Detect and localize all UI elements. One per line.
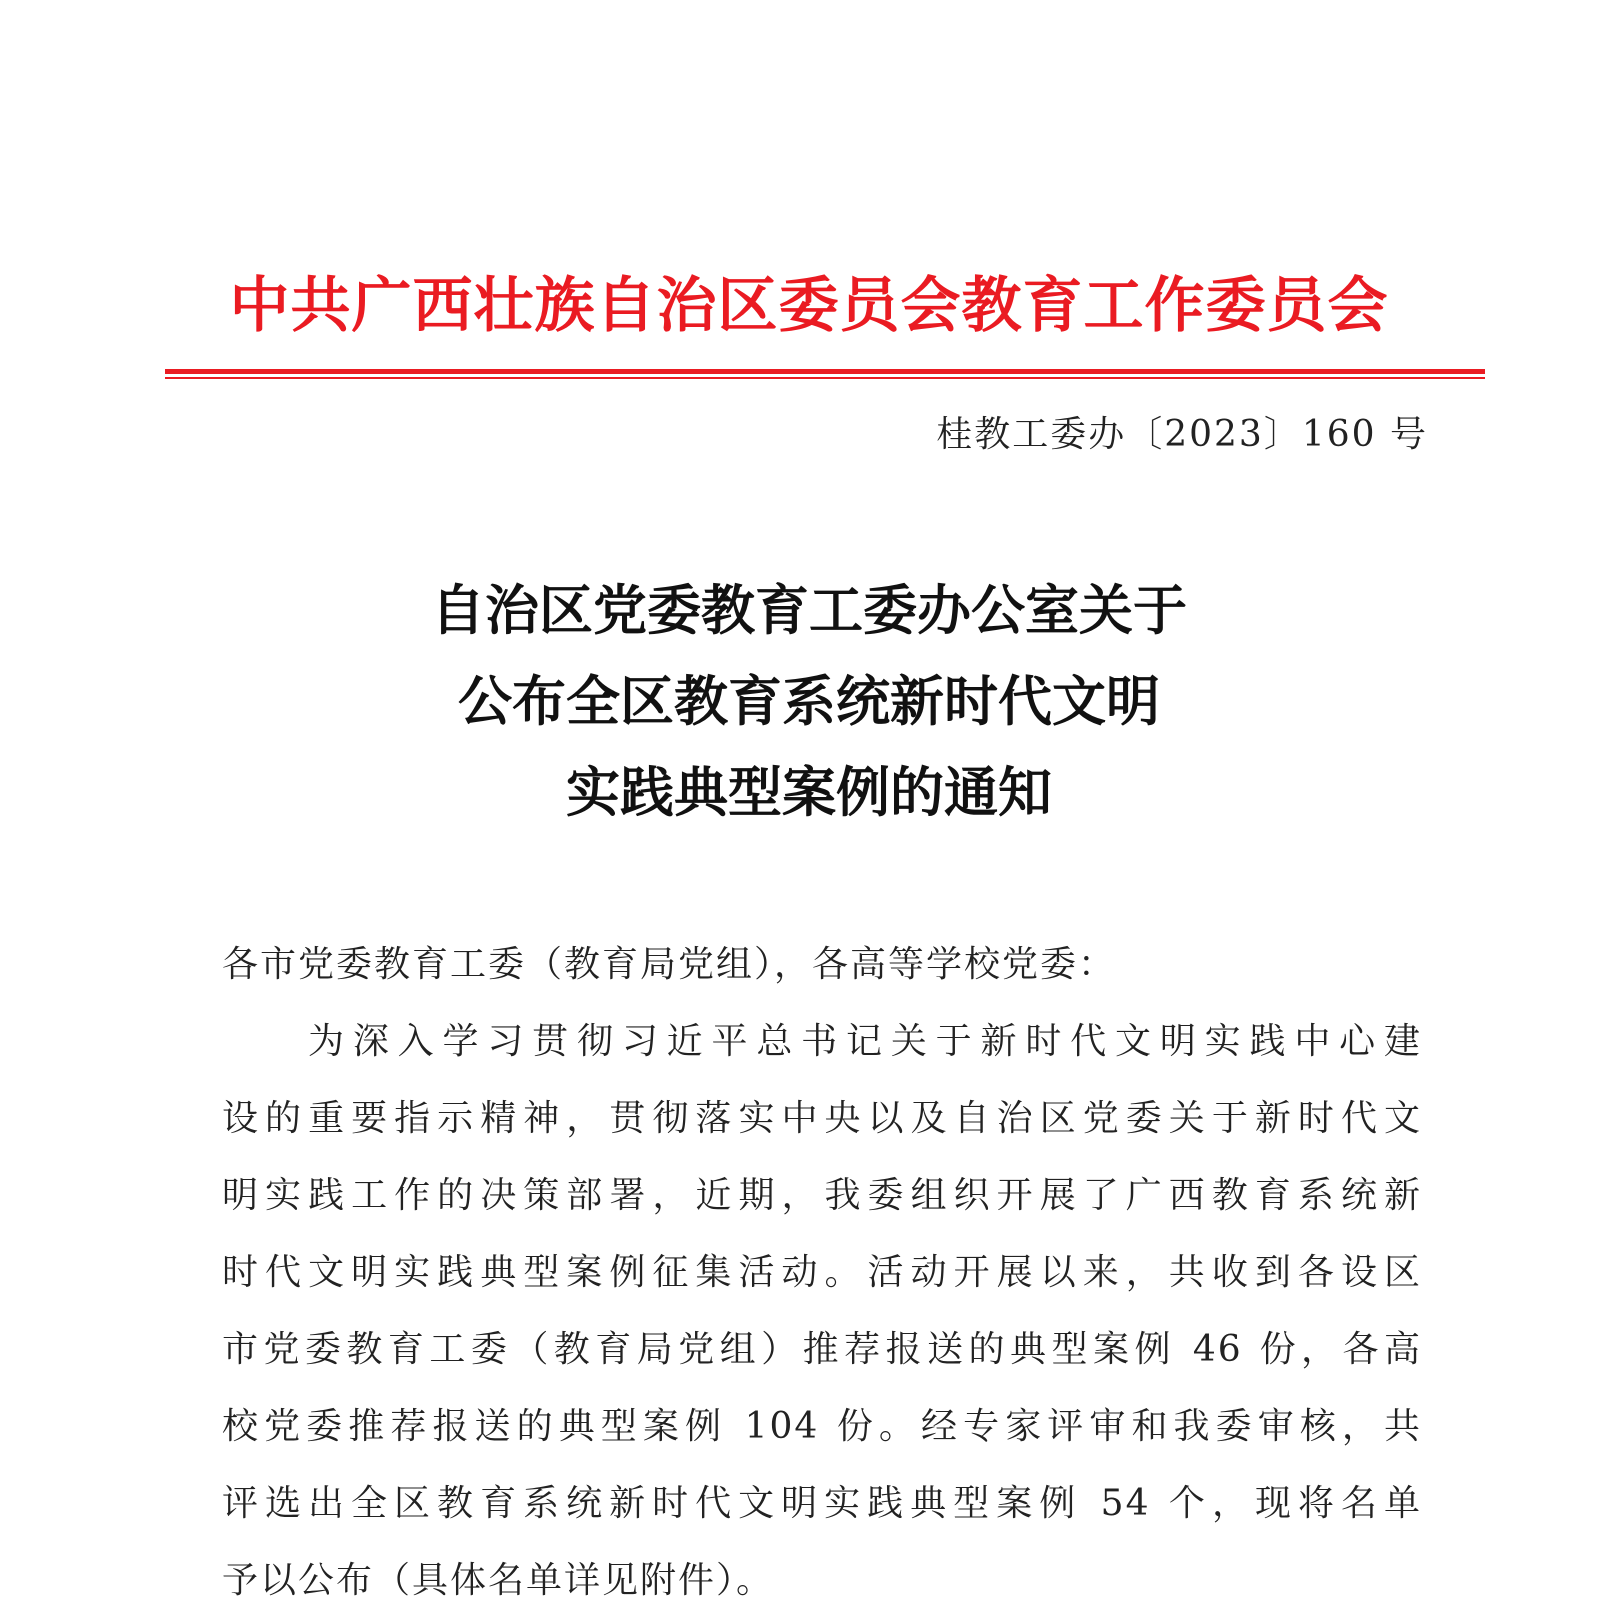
title-line: 公布全区教育系统新时代文明 (458, 669, 1160, 733)
paragraph-line: 市党委教育工委（教育局党组）推荐报送的典型案例 46 份，各高 (222, 1329, 1422, 1370)
paragraph-line: 评选出全区教育系统新时代文明实践典型案例 54 个，现将名单 (222, 1483, 1422, 1524)
salutation: 各市党委教育工委（教育局党组），各高等学校党委： (222, 944, 1117, 985)
document-title (0, 565, 1618, 838)
paragraph-line: 设的重要指示精神，贯彻落实中央以及自治区党委关于新时代文 (222, 1098, 1422, 1139)
paragraph-line: 校党委推荐报送的典型案例 104 份。经专家评审和我委审核，共 (222, 1406, 1422, 1447)
organization-header: 中共广西壮族自治区委员会教育工作委员会 (229, 271, 1389, 341)
paragraph-line: 明实践工作的决策部署，近期，我委组织开展了广西教育系统新 (222, 1175, 1422, 1216)
header-divider-thick (165, 369, 1485, 374)
document-number: 桂教工委办〔2023〕160 号 (936, 414, 1428, 455)
document-body (222, 926, 1422, 1619)
body-paragraph (222, 1003, 1422, 1619)
title-line: 自治区党委教育工委办公室关于 (431, 578, 1187, 642)
title-line: 实践典型案例的通知 (566, 760, 1052, 824)
header-divider-thin (165, 377, 1485, 379)
paragraph-line: 为深入学习贯彻习近平总书记关于新时代文明实践中心建 (308, 1021, 1422, 1062)
paragraph-line: 时代文明实践典型案例征集活动。活动开展以来，共收到各设区 (222, 1252, 1422, 1293)
paragraph-line: 予以公布（具体名单详见附件）。 (222, 1560, 775, 1601)
